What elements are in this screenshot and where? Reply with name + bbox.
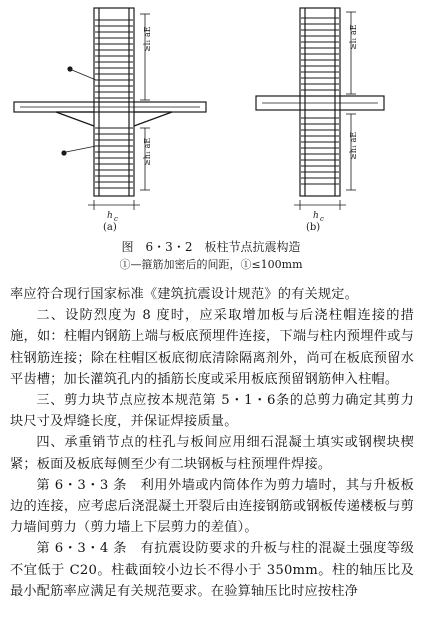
figure-label-b: (b) — [306, 222, 321, 232]
figure-label-a: (a) — [103, 222, 117, 232]
dim-label-b-upper: ≥l₁ aE — [349, 24, 358, 50]
dim-label-b-lower: ≥h₁ aE — [349, 131, 358, 160]
callout-dot-1 — [67, 66, 72, 71]
body-paragraph: 四、承重销节点的柱孔与板间应用细石混凝土填实或钢楔块楔紧；板面及板底每侧至少有二块钢板与柱预埋件焊接。 — [10, 435, 414, 472]
figure-caption-note: ①—箍筋加密后的间距，①≤100mm — [119, 258, 303, 271]
dim-hc-a-sub: c — [114, 215, 118, 223]
figure-caption — [0, 238, 422, 274]
body-paragraph: 三、剪力块节点应按本规范第 5・1・6条的总剪力确定其剪力块尺寸及焊缝长度，并保证焊接质量。 — [10, 393, 414, 430]
dim-label-a-upper: ≥l₁ aE — [143, 26, 152, 52]
dim-hc-b: h — [313, 211, 319, 221]
body-paragraph: 第 6・3・3 条 利用外墙或内筒体作为剪力墙时，其与升板板边的连接，应考虑后浇混凝土开裂后由连接钢筋或钢板传递楼板与剪力墙间剪力（剪力墙上下层剪力的差值）。 — [10, 477, 414, 536]
body-text — [10, 284, 414, 602]
callout-dot-2 — [61, 150, 66, 155]
dim-hc-a: h — [107, 211, 113, 221]
dim-label-a-lower: ≥h₁ aE — [143, 137, 152, 166]
body-paragraph: 第 6・3・4 条 有抗震设防要求的升板与柱的混凝土强度等级不宜低于 C20。柱截面较小边长不得小于 350mm。柱的轴压比及最小配筋率应满足有关规范要求。在验算轴压比时应按柱净 — [10, 541, 414, 599]
body-paragraph: 率应符合现行国家标准《建筑抗震设计规范》的有关规定。 — [10, 287, 359, 302]
figure-caption-title: 图 6・3・2 板柱节点抗震构造 — [121, 240, 301, 254]
detail-figure — [0, 0, 422, 232]
body-paragraph: 二、设防烈度为 8 度时，应采取增加板与后浇柱帽连接的措施，如：柱帽内钢筋上端与板底预埋件连接，下端与柱内预埋件或与柱钢筋连接；除在柱帽区板底彻底清除隔离剂外，尚可在板底预留水平齿槽；加长灌筑孔内的插筋长度或采用板底预留钢筋伸入柱帽。 — [10, 308, 414, 387]
column-joint-drawing — [0, 0, 422, 232]
dim-hc-b-sub: c — [320, 215, 324, 223]
